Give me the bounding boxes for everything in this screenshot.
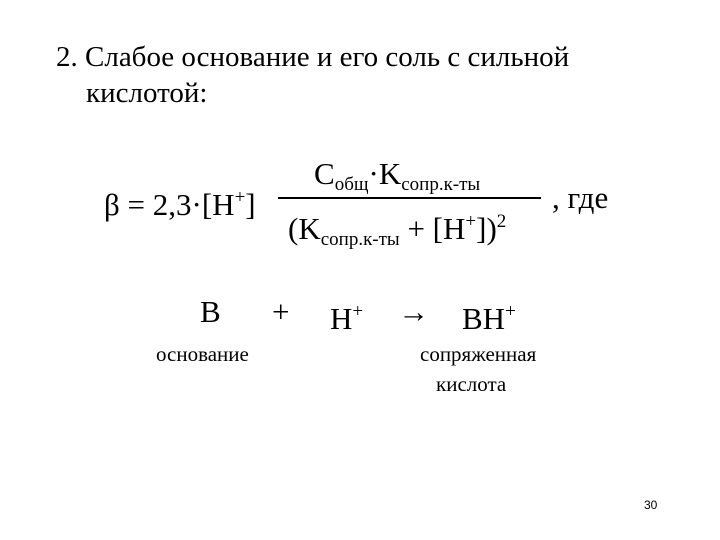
- formula-denominator: [288, 204, 506, 258]
- denominator-charge: +: [465, 211, 477, 232]
- numerator-k-subscript: сопр.к-ты: [401, 174, 481, 195]
- numerator-k: ·K: [368, 156, 402, 191]
- formula-lhs: [104, 180, 256, 223]
- reaction-proton: [330, 294, 363, 337]
- lhs-bracket-close: ]: [245, 187, 256, 222]
- base-label: основание: [156, 342, 249, 366]
- numerator-c-subscript: общ: [334, 174, 369, 195]
- page-number: 30: [644, 498, 658, 512]
- product-symbol: BH: [462, 301, 506, 336]
- denominator-k-subscript: сопр.к-ты: [320, 229, 400, 250]
- reaction-plus: +: [272, 294, 290, 329]
- lhs-charge: +: [234, 187, 246, 208]
- product-label-line-2: кислота: [436, 372, 507, 396]
- proton-symbol: H: [330, 301, 353, 336]
- product-label-line-1: сопряженная: [420, 342, 537, 366]
- reaction-base: B: [200, 294, 221, 329]
- formula-numerator: [314, 156, 480, 203]
- denominator-power: 2: [496, 211, 507, 232]
- heading-line-1: 2. Слабое основание и его соль с сильной: [56, 41, 570, 73]
- formula-tail: , где: [552, 180, 609, 215]
- proton-charge: +: [352, 301, 364, 322]
- reaction-product: [462, 294, 516, 337]
- denominator-open: (K: [288, 211, 321, 246]
- product-charge: +: [505, 301, 516, 322]
- heading-line-2: кислотой:: [86, 77, 208, 109]
- denominator-mid: + [H: [399, 211, 466, 246]
- reaction-arrow: →: [398, 294, 429, 329]
- numerator-c: C: [314, 156, 335, 191]
- beta-symbol: β: [104, 187, 120, 222]
- denominator-close: ]): [476, 211, 497, 246]
- lhs-coefficient: = 2,3·[H: [119, 187, 235, 222]
